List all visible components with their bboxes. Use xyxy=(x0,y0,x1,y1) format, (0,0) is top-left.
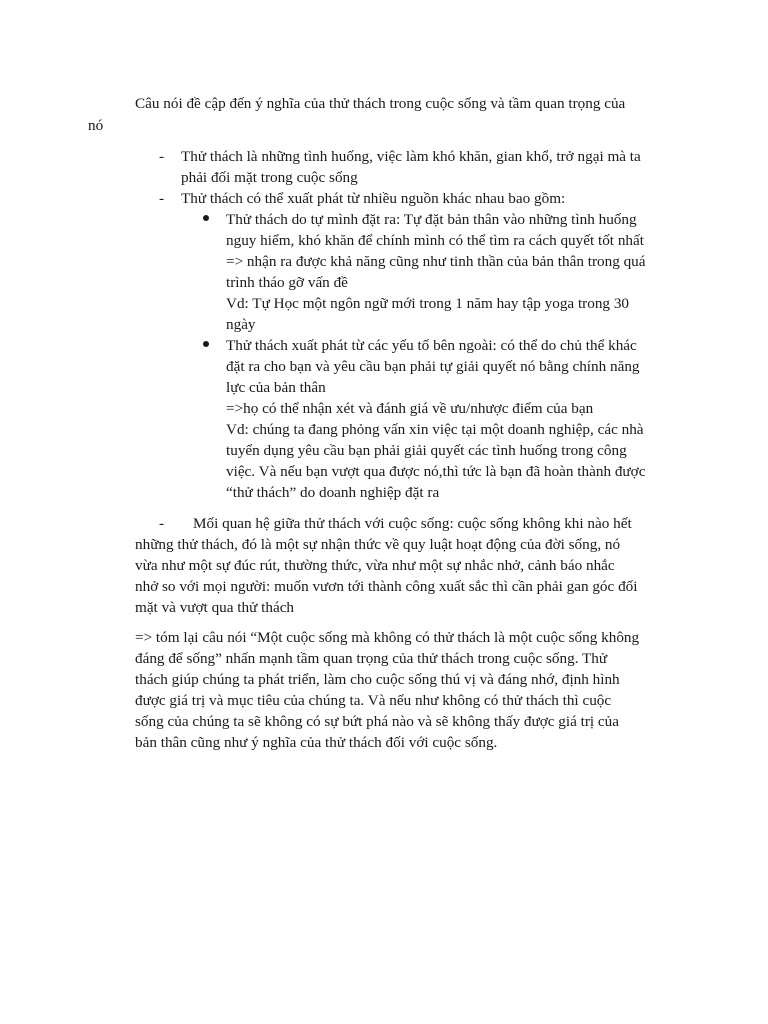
text-line: => tóm lại câu nói “Một cuộc sống mà không có thử thách là một cuộc sống không xyxy=(135,629,640,646)
text-line: những thử thách, đó là một sự nhận thức về quy luật hoạt động của đời sống, nó xyxy=(135,536,621,553)
text-line: vừa như một sự đúc rút, thường thức, vừa như một sự nhắc nhở, cảnh báo nhắc xyxy=(135,557,615,574)
text-line: Thử thách có thể xuất phát từ nhiều nguồn khác nhau bao gồm: xyxy=(181,190,566,207)
text-line: Vd: Tự Học một ngôn ngữ mới trong 1 năm hay tập yoga trong 30 xyxy=(226,295,630,312)
text-line: tuyển dụng yêu cầu bạn phải giải quyết các tình huống trong công xyxy=(226,442,627,459)
dash-marker: - xyxy=(159,190,165,207)
text-line: mặt và vượt qua thử thách xyxy=(135,599,295,616)
text-line: sống của chúng ta sẽ không có sự bứt phá nào và sẽ không thấy được giá trị của xyxy=(135,713,620,730)
text-line: được giá trị và mục tiêu của chúng ta. Và nếu như không có thử thách thì cuộc xyxy=(135,692,612,709)
dash-marker: - xyxy=(159,148,165,165)
text-line: Thử thách do tự mình đặt ra: Tự đặt bản thân vào những tình huống xyxy=(226,211,637,228)
text-line: phải đối mặt trong cuộc sống xyxy=(181,169,358,186)
text-line: đáng để sống” nhấn mạnh tầm quan trọng của thử thách trong cuộc sống. Thử xyxy=(135,650,608,667)
text-line: Thử thách xuất phát từ các yếu tố bên ngoài: có thể do chủ thể khác xyxy=(226,337,637,354)
dash-marker: - xyxy=(159,515,165,532)
text-line: nó xyxy=(88,117,104,134)
text-line: thách giúp chúng ta phát triển, làm cho cuộc sống thú vị và đáng nhớ, định hình xyxy=(135,671,620,688)
text-line: => nhận ra được khả năng cũng như tinh thần của bản thân trong quá xyxy=(226,253,646,270)
text-line: nguy hiểm, khó khăn để chính mình có thể tìm ra cách quyết tốt nhất xyxy=(226,232,644,249)
text-line: Mối quan hệ giữa thử thách với cuộc sống: cuộc sống không khi nào hết xyxy=(193,515,632,532)
text-line: Thử thách là những tình huống, việc làm khó khăn, gian khổ, trở ngại mà ta xyxy=(181,148,641,165)
text-line: ngày xyxy=(226,316,256,333)
bullet-dot-icon xyxy=(203,341,209,347)
text-line: Câu nói đề cập đến ý nghĩa của thử thách trong cuộc sống và tầm quan trọng của xyxy=(135,95,626,112)
text-line: nhở so với mọi người: muốn vươn tới thành công xuất sắc thì cần phải gan góc đối xyxy=(135,578,638,595)
text-line: Vd: chúng ta đang phỏng vấn xin việc tại một doanh nghiệp, các nhà xyxy=(226,421,644,438)
bullet-dot-icon xyxy=(203,215,209,221)
text-line: trình tháo gỡ vấn đề xyxy=(226,274,348,291)
text-line: =>họ có thể nhận xét và đánh giá về ưu/nhược điểm của bạn xyxy=(226,400,594,417)
text-line: lực của bản thân xyxy=(226,379,326,396)
text-line: “thử thách” do doanh nghiệp đặt ra xyxy=(226,484,440,501)
text-line: đặt ra cho bạn và yêu cầu bạn phải tự giải quyết nó bằng chính năng xyxy=(226,358,640,375)
text-line: việc. Và nếu bạn vượt qua được nó,thì tức là bạn đã hoàn thành được xyxy=(226,463,646,480)
text-line: bản thân cũng như ý nghĩa của thử thách đối với cuộc sống. xyxy=(135,734,498,751)
